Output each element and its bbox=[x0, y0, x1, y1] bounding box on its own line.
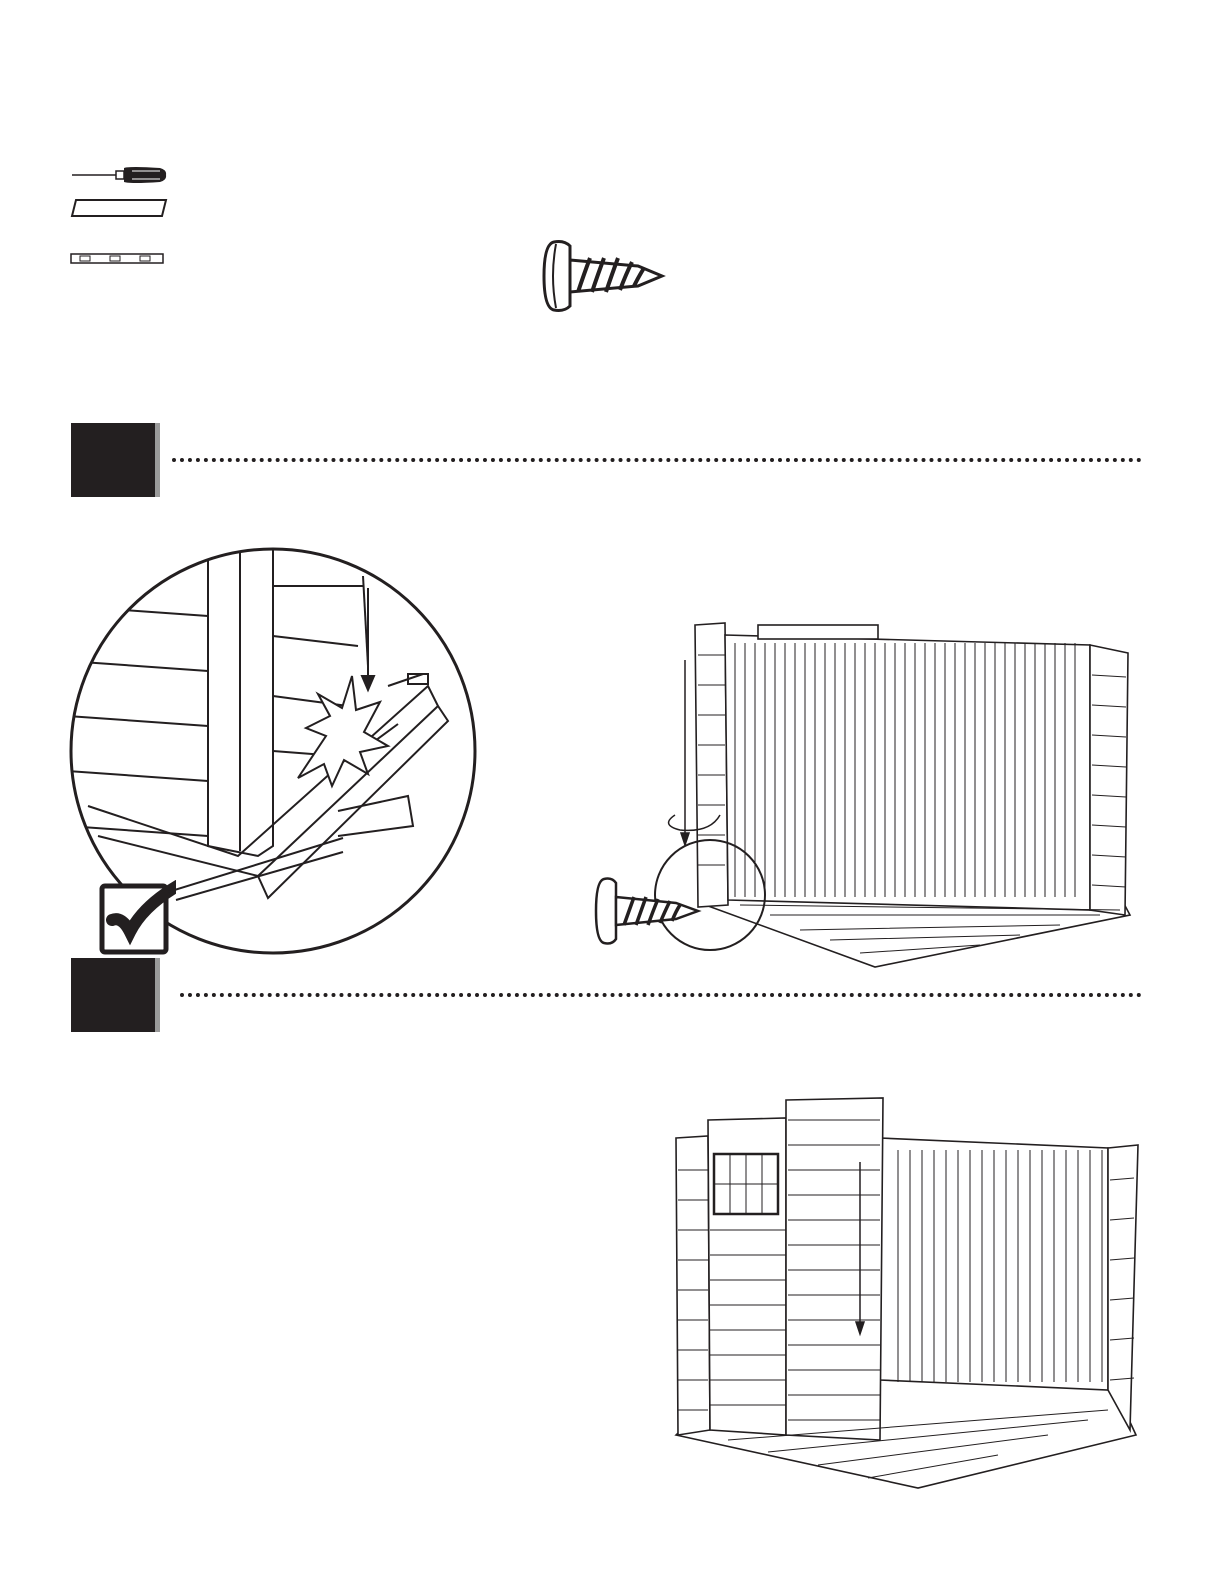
shed-front-wall-window bbox=[668, 1090, 1144, 1500]
callout-lines bbox=[168, 832, 348, 902]
step-divider-1 bbox=[172, 458, 1142, 462]
pan-head-screw-icon bbox=[540, 236, 670, 316]
shed-back-side-walls bbox=[580, 615, 1140, 975]
step-marker-1 bbox=[71, 423, 155, 497]
check-mark-icon bbox=[96, 880, 176, 960]
shim-board-icon bbox=[70, 196, 170, 226]
level-icon bbox=[70, 252, 170, 266]
step-divider-2 bbox=[180, 993, 1142, 997]
tools-list bbox=[70, 162, 170, 272]
step-marker-2 bbox=[71, 958, 155, 1032]
